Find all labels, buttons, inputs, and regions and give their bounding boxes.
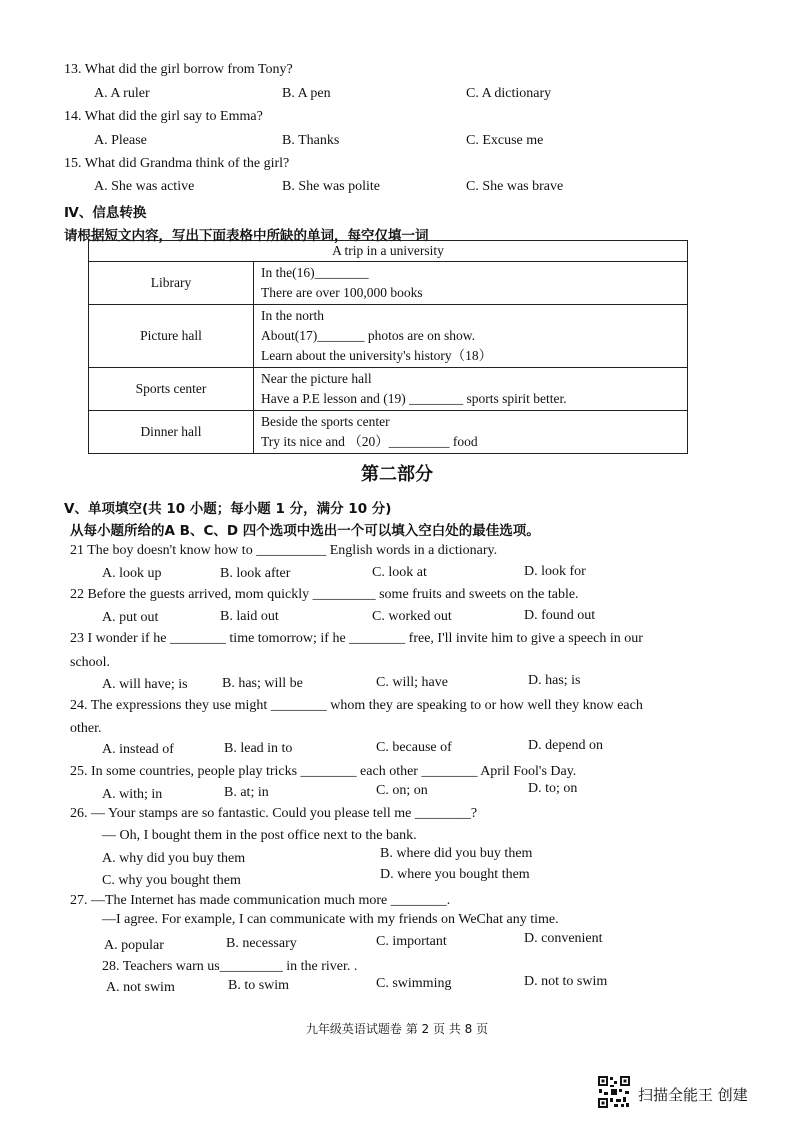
table-cell-library [254,262,688,305]
section-4-instruction: 请根据短文内容，写出下面表格中所缺的单词，每空仅填一词 [64,228,429,244]
question-25-option-b: B. at; in [224,785,269,800]
question-21-stem: 21 The boy doesn't know how to __________ English words in a dictionary. [70,543,498,558]
question-23-option-d: D. has; is [528,673,581,688]
question-13-stem: 13. What did the girl borrow from Tony? [64,62,293,77]
section-5-instruction: 从每小题所给的A B、C、D 四个选项中选出一个可以填入空白处的最佳选项。 [70,523,540,539]
qr-code-icon [597,1075,631,1109]
question-14-stem: 14. What did the girl say to Emma? [64,109,263,124]
question-28-option-b: B. to swim [228,978,290,993]
question-21-option-c: C. look at [372,565,427,580]
table-line: Near the picture hall [261,371,372,386]
table-place-picture-hall: Picture hall [89,305,254,368]
question-24-option-d: D. depend on [528,738,604,753]
question-15-option-c: C. She was brave [466,179,564,194]
question-28-stem: 28. Teachers warn us_________ in the river. . [102,959,358,974]
table-line: Try its nice and （20）_________ food [261,434,478,449]
question-27-option-c: C. important [376,934,447,949]
question-13-option-c: C. A dictionary [466,86,552,101]
section-5-title: Ⅴ、单项填空(共 10 小题；每小题 1 分，满分 10 分) [64,501,392,517]
question-21-option-b: B. look after [220,566,291,581]
table-cell-picture-hall [254,305,688,368]
question-25-stem: 25. In some countries, people play tricks ________ each other ________ April Fool's Day. [70,764,577,779]
question-22-option-d: D. found out [524,608,596,623]
scanner-watermark: 扫描全能王 创建 [638,1086,748,1104]
question-21-option-d: D. look for [524,564,586,579]
table-line: Have a P.E lesson and (19) ________ sports spirit better. [261,391,567,406]
question-15-option-a: A. She was active [94,179,195,194]
question-23-stem-cont: school. [70,655,111,670]
question-25-option-d: D. to; on [528,781,578,796]
question-15-stem: 15. What did Grandma think of the girl? [64,156,290,171]
table-place-dinner-hall: Dinner hall [89,411,254,454]
question-28-option-c: C. swimming [376,976,452,991]
question-23-option-b: B. has; will be [222,676,303,691]
question-28-option-a: A. not swim [106,980,175,995]
question-23-option-c: C. will; have [376,675,448,690]
question-24-option-b: B. lead in to [224,741,293,756]
question-27-stem-cont: —I agree. For example, I can communicate with my friends on WeChat any time. [102,912,559,927]
info-table-title: A trip in a university [89,241,688,262]
question-21-option-a: A. look up [102,566,162,581]
page-footer: 九年级英语试题卷 第 2 页 共 8 页 [305,1022,489,1036]
table-place-library: Library [89,262,254,305]
table-line: About(17)_______ photos are on show. [261,328,475,343]
question-22-option-a: A. put out [102,610,159,625]
question-27-stem: 27. —The Internet has made communication much more ________. [70,893,451,908]
question-23-stem: 23 I wonder if he ________ time tomorrow; if he ________ free, I'll invite him to give a speech in our [70,631,643,646]
table-line: Beside the sports center [261,414,390,429]
question-24-option-a: A. instead of [102,742,174,757]
question-26-option-a: A. why did you buy them [102,851,246,866]
question-26-stem: 26. — Your stamps are so fantastic. Could you please tell me ________? [70,806,478,821]
question-27-option-d: D. convenient [524,931,603,946]
table-place-sports-center: Sports center [89,368,254,411]
question-27-option-b: B. necessary [226,936,297,951]
question-14-option-c: C. Excuse me [466,133,544,148]
question-23-option-a: A. will have; is [102,677,188,692]
table-line: In the(16)________ [261,265,369,280]
table-line: Learn about the university's history（18） [261,348,493,363]
question-13-option-b: B. A pen [282,86,331,101]
table-line: There are over 100,000 books [261,285,423,300]
part-2-title: 第二部分 [361,464,433,485]
question-13-option-a: A. A ruler [94,86,150,101]
question-22-option-b: B. laid out [220,609,279,624]
info-table [88,240,688,454]
table-line: In the north [261,308,324,323]
question-14-option-b: B. Thanks [282,133,340,148]
table-cell-dinner-hall [254,411,688,454]
question-22-stem: 22 Before the guests arrived, mom quickly _________ some fruits and sweets on the table. [70,587,579,602]
question-26-option-d: D. where you bought them [380,867,530,882]
section-4-title: Ⅳ、信息转换 [64,205,147,221]
question-25-option-c: C. on; on [376,783,428,798]
question-24-stem-cont: other. [70,721,102,736]
question-27-option-a: A. popular [104,938,164,953]
table-cell-sports-center [254,368,688,411]
question-22-option-c: C. worked out [372,609,452,624]
question-15-option-b: B. She was polite [282,179,380,194]
question-14-option-a: A. Please [94,133,147,148]
question-26-option-b: B. where did you buy them [380,846,533,861]
question-26-stem-cont: — Oh, I bought them in the post office next to the bank. [102,828,417,843]
question-24-stem: 24. The expressions they use might ________ whom they are speaking to or how well they know each [70,698,643,713]
question-25-option-a: A. with; in [102,787,163,802]
question-26-option-c: C. why you bought them [102,873,241,888]
question-24-option-c: C. because of [376,740,452,755]
question-28-option-d: D. not to swim [524,974,608,989]
